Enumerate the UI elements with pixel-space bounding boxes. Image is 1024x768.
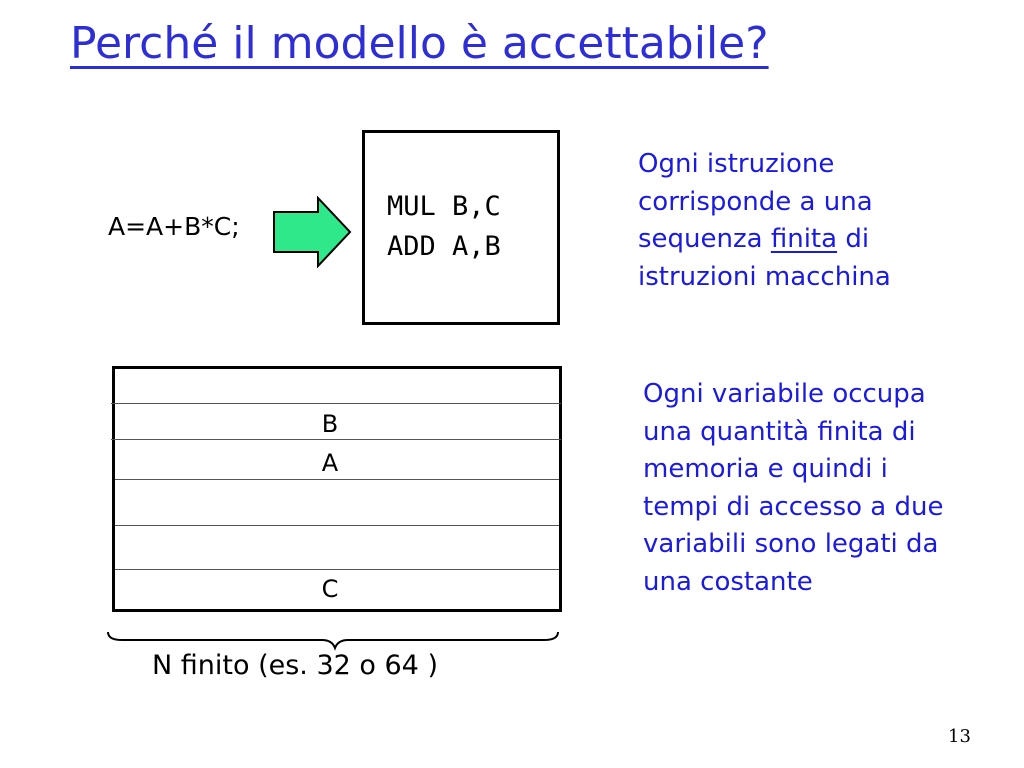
memory-caption: N finito (es. 32 o 64 ) [152,650,438,681]
brace-icon [100,628,570,652]
instruction-mul: MUL B,C [387,191,501,222]
note-line: una costante [643,566,813,597]
machine-instructions-box [362,130,560,325]
note-line: tempi di accesso a due [643,491,944,522]
memory-cell-b: B [321,410,339,438]
instruction-add: ADD A,B [387,231,501,262]
memory-diagram [112,366,562,612]
note-line: Ogni variabile occupa [643,379,926,409]
note-instructions [638,146,891,296]
note-text: di [837,224,870,254]
note-line: una quantità finita di [643,416,916,447]
note-line [638,221,891,259]
right-arrow-icon [272,196,354,268]
memory-row-divider [115,525,559,526]
memory-row-divider [115,569,559,570]
note-line: Ogni istruzione [638,149,835,179]
page-number: 13 [948,726,971,747]
note-variables [643,376,943,601]
note-line: corrisponde a una [638,186,873,217]
source-statement: A=A+B*C; [108,212,240,241]
slide-title: Perché il modello è accettabile? [70,18,769,69]
note-line: memoria e quindi i [643,454,888,484]
note-line: istruzioni macchina [638,261,891,292]
underlined-word: finita [770,224,838,254]
note-text: sequenza [638,224,771,254]
memory-cell-c: C [321,575,339,603]
memory-row-divider [111,403,561,404]
memory-row-divider [111,439,561,440]
memory-cell-a: A [321,449,339,477]
memory-row-divider [115,479,559,480]
note-line: variabili sono legati da [643,529,939,559]
